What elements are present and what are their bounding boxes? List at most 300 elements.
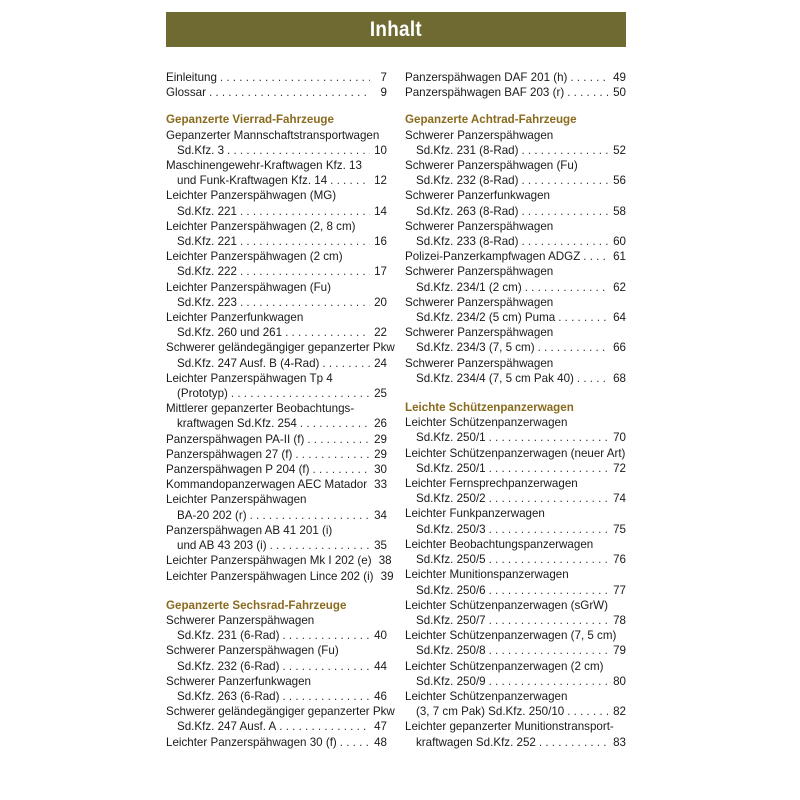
toc-entry-title: Leichter Panzerspähwagen (Fu) (166, 280, 331, 294)
section-heading: Gepanzerte Sechsrad-Fahrzeuge (166, 598, 347, 612)
toc-entry-title: kraftwagen Sd.Kfz. 254 (177, 417, 297, 431)
toc-entry-title: Sd.Kfz. 247 Ausf. B (4-Rad) (177, 356, 320, 370)
dot-leader (577, 371, 609, 386)
toc-entry[interactable] (166, 735, 387, 750)
toc-entry-line (405, 674, 626, 689)
toc-entry[interactable] (405, 158, 626, 188)
toc-page-number: 17 (374, 265, 387, 279)
toc-entry-line (166, 219, 387, 234)
toc-entry-line (405, 280, 626, 295)
toc-entry-title: Schwerer geländegängiger gepanzerter Pkw (166, 341, 395, 355)
toc-page-number: 47 (374, 720, 387, 734)
toc-entry-line (166, 325, 387, 340)
toc-entry-title: Sd.Kfz. 231 (6-Rad) (177, 629, 280, 643)
dot-leader (521, 234, 609, 249)
toc-entry-title: Sd.Kfz. 250/3 (416, 522, 486, 536)
toc-entry[interactable] (405, 476, 626, 506)
toc-entry-line (166, 158, 387, 173)
toc-entry-line (405, 506, 626, 521)
toc-entry-line (405, 234, 626, 249)
toc-entry-title: Schwerer Panzerspähwagen (405, 219, 554, 233)
toc-page-number: 10 (374, 143, 387, 157)
toc-page-number: 72 (613, 461, 626, 475)
toc-entry-title: Schwerer Panzerfunkwagen (405, 189, 551, 203)
toc-entry-title: Sd.Kfz. 234/1 (2 cm) (416, 280, 522, 294)
toc-page-number: 68 (613, 371, 626, 385)
toc-page-number: 14 (374, 204, 387, 218)
dot-leader (270, 538, 370, 553)
toc-entry-line (405, 430, 626, 445)
toc-entry-title: Sd.Kfz. 260 und 261 (177, 326, 283, 340)
dot-leader (330, 173, 370, 188)
toc-page-number: 62 (613, 280, 626, 294)
toc-page-number: 48 (374, 735, 387, 749)
toc-page-number: 60 (613, 235, 626, 249)
section-gap (405, 100, 626, 112)
dot-leader (282, 659, 370, 674)
toc-entry-title: Sd.Kfz. 232 (6-Rad) (177, 659, 280, 673)
section-heading: Gepanzerte Achtrad-Fahrzeuge (405, 113, 577, 127)
toc-entry-title: Mittlerer gepanzerter Beobachtungs- (166, 402, 355, 416)
toc-entry-title: Leichter Panzerfunkwagen (166, 311, 304, 325)
toc-entry-line (166, 628, 387, 643)
toc-entry[interactable] (405, 325, 626, 355)
dot-leader (489, 674, 609, 689)
toc-entry-title: Leichter Panzerspähwagen Tp 4 (166, 371, 333, 385)
toc-entry-title: Sd.Kfz. 221 (177, 235, 237, 249)
toc-entry-title: Sd.Kfz. 232 (8-Rad) (416, 174, 519, 188)
toc-entry-line (166, 674, 387, 689)
toc-entry-line (166, 704, 395, 719)
toc-entry-title: Sd.Kfz. 250/1 (416, 461, 486, 475)
toc-entry-line (405, 249, 626, 264)
toc-entry-title: (3, 7 cm Pak) Sd.Kfz. 250/10 (416, 705, 565, 719)
toc-entry-line (405, 643, 626, 658)
toc-entry-line (166, 553, 392, 568)
toc-page-number: 40 (374, 629, 387, 643)
dot-leader (489, 552, 609, 567)
toc-entry-line (405, 476, 626, 491)
toc-page-number: 20 (374, 295, 387, 309)
toc-page-number: 74 (613, 492, 626, 506)
toc-entry-title: Maschinengewehr-Kraftwagen Kfz. 13 (166, 159, 362, 173)
toc-entry-title: Panzerspähwagen BAF 203 (r) (405, 86, 565, 100)
dot-leader (567, 704, 609, 719)
toc-page-number: 39 (380, 569, 394, 583)
toc-column-right (405, 70, 626, 750)
toc-entry-title: Leichter Panzerspähwagen 30 (f) (166, 735, 337, 749)
toc-entry-title: Leichter Panzerspähwagen (MG) (166, 189, 337, 203)
toc-entry-title: kraftwagen Sd.Kfz. 252 (416, 735, 536, 749)
toc-entry-line (405, 491, 626, 506)
toc-entry[interactable] (166, 401, 387, 431)
toc-entry[interactable] (166, 462, 387, 477)
toc-entry-line (166, 143, 387, 158)
toc-entry-line (405, 689, 626, 704)
toc-entry[interactable] (166, 447, 387, 462)
toc-entry[interactable] (405, 628, 626, 658)
toc-entry-title: Sd.Kfz. 247 Ausf. A (177, 720, 277, 734)
dot-leader (295, 447, 370, 462)
toc-entry-line (405, 310, 626, 325)
toc-entry-title: Schwerer Panzerspähwagen (405, 295, 554, 309)
toc-entry-title: Leichter Panzerspähwagen (2 cm) (166, 250, 343, 264)
toc-entry[interactable] (405, 249, 626, 264)
dot-leader (279, 719, 370, 734)
section-heading: Gepanzerte Vierrad-Fahrzeuge (166, 113, 334, 127)
toc-entry-line (405, 628, 626, 643)
toc-entry-line (166, 643, 387, 658)
toc-page-number: 25 (374, 387, 387, 401)
toc-entry-title: BA-20 202 (r) (177, 508, 247, 522)
toc-entry[interactable] (405, 719, 626, 749)
toc-entry-line (405, 719, 626, 734)
toc-entry-line (405, 567, 626, 582)
toc-entry[interactable] (405, 567, 626, 597)
toc-entry-title: Leichter Schützenpanzerwagen (neuer Art) (405, 446, 626, 460)
toc-entry-title: Leichter Beobachtungspanzerwagen (405, 537, 594, 551)
toc-entry[interactable] (166, 340, 395, 370)
toc-entry-line (405, 143, 626, 158)
toc-entry[interactable] (405, 415, 626, 445)
toc-entry-title: Leichter Schützenpanzerwagen (7, 5 cm) (405, 629, 617, 643)
toc-entry-title: Schwerer Panzerspähwagen (405, 356, 554, 370)
toc-entry-title: Leichter gepanzerter Munitionstransport- (405, 720, 614, 734)
toc-entry[interactable] (166, 188, 387, 218)
toc-entry-title: Sd.Kfz. 231 (8-Rad) (416, 143, 519, 157)
toc-page-number: 64 (613, 311, 626, 325)
dot-leader (285, 325, 370, 340)
toc-entry-line (405, 537, 626, 552)
dot-leader (340, 735, 370, 750)
toc-entry[interactable] (166, 432, 387, 447)
dot-leader (231, 386, 370, 401)
dot-leader (525, 280, 609, 295)
toc-entry-line (405, 552, 626, 567)
toc-entry-line (166, 401, 387, 416)
dot-leader (240, 295, 370, 310)
toc-entry-line (405, 583, 626, 598)
toc-entry-title: Leichter Fernsprechpanzerwagen (405, 477, 578, 491)
toc-entry[interactable] (166, 674, 387, 704)
toc-entry-title: Sd.Kfz. 263 (8-Rad) (416, 204, 519, 218)
toc-page-number: 34 (374, 508, 387, 522)
dot-leader (322, 356, 370, 371)
toc-entry[interactable] (166, 249, 387, 279)
toc-page-number: 29 (374, 447, 387, 461)
toc-entry[interactable] (166, 553, 392, 568)
toc-entry[interactable] (405, 446, 626, 476)
section-gap (166, 584, 387, 598)
dot-leader (250, 508, 370, 523)
toc-entry-title: Sd.Kfz. 263 (6-Rad) (177, 689, 280, 703)
toc-entry-line (166, 295, 387, 310)
toc-entry-title: Sd.Kfz. 233 (8-Rad) (416, 235, 519, 249)
toc-entry-title: Sd.Kfz. 250/1 (416, 431, 486, 445)
toc-entry-title: Einleitung (166, 71, 217, 84)
toc-entry[interactable] (166, 613, 387, 643)
toc-entry-line (166, 492, 387, 507)
toc-entry-line (166, 234, 387, 249)
toc-page-number: 78 (613, 613, 626, 627)
toc-entry-line (405, 522, 626, 537)
toc-entry[interactable] (405, 689, 626, 719)
toc-entry-line (405, 659, 626, 674)
toc-entry[interactable] (166, 523, 387, 553)
toc-entry-line (166, 128, 387, 143)
toc-entry-line (405, 704, 626, 719)
dot-leader (282, 628, 370, 643)
toc-entry-line (405, 295, 626, 310)
toc-entry-title: Sd.Kfz. 234/4 (7, 5 cm Pak 40) (416, 371, 574, 385)
dot-leader (220, 70, 370, 85)
toc-entry-title: Schwerer Panzerspähwagen (405, 265, 554, 279)
toc-entry-title: Sd.Kfz. 250/7 (416, 613, 486, 627)
toc-entry-title: (Prototyp) (177, 387, 228, 401)
toc-entry-title: Gepanzerter Mannschaftstransportwagen (166, 128, 380, 142)
toc-entry[interactable] (166, 85, 387, 100)
toc-entry-title: Schwerer Panzerspähwagen (405, 128, 554, 142)
toc-entry[interactable] (166, 128, 387, 158)
toc-entry[interactable] (405, 659, 626, 689)
dot-leader (240, 204, 370, 219)
dot-leader (583, 249, 609, 264)
toc-entry-line (166, 432, 387, 447)
toc-entry-line (166, 659, 387, 674)
toc-entry[interactable] (405, 537, 626, 567)
toc-entry-line (166, 340, 395, 355)
toc-entry[interactable] (166, 219, 387, 249)
dot-leader (282, 689, 370, 704)
toc-entry-line (166, 689, 387, 704)
toc-entry-line (166, 462, 387, 477)
toc-page-number: 30 (374, 463, 387, 477)
toc-entry-title: Schwerer Panzerspähwagen (Fu) (405, 159, 578, 173)
dot-leader (558, 310, 609, 325)
toc-page-number: 66 (613, 341, 626, 355)
toc-entry-title: Kommandopanzerwagen AEC Matador (166, 478, 368, 492)
toc-entry-line (405, 598, 626, 613)
toc-entry-line (405, 371, 626, 386)
toc-entry[interactable] (405, 219, 626, 249)
toc-entry-line (166, 280, 387, 295)
toc-entry[interactable] (405, 85, 626, 100)
toc-entry-title: Sd.Kfz. 223 (177, 295, 237, 309)
toc-entry[interactable] (405, 188, 626, 218)
toc-entry[interactable] (166, 704, 395, 734)
dot-leader (567, 85, 609, 100)
toc-entry[interactable] (405, 264, 626, 294)
toc-entry-title: Leichter Funkpanzerwagen (405, 507, 545, 521)
toc-entry-title: Schwerer Panzerfunkwagen (166, 674, 312, 688)
page-title: Inhalt (369, 17, 423, 41)
toc-entry-line (405, 325, 626, 340)
toc-entry-title: Schwerer Panzerspähwagen (405, 326, 554, 340)
dot-leader (539, 735, 609, 750)
dot-leader (313, 462, 370, 477)
toc-entry-line (166, 173, 387, 188)
toc-entry-line (166, 310, 387, 325)
toc-entry-title: Leichter Panzerspähwagen Lince 202 (i) (166, 569, 374, 583)
toc-page-number: 9 (380, 86, 387, 100)
toc-entry-title: Sd.Kfz. 250/2 (416, 492, 486, 506)
toc-entry-title: Sd.Kfz. 221 (177, 204, 237, 218)
toc-entry-title: Sd.Kfz. 250/9 (416, 674, 486, 688)
toc-entry[interactable] (166, 492, 387, 522)
toc-entry-line (405, 128, 626, 143)
toc-entry-line (166, 447, 387, 462)
toc-entry-title: Leichter Schützenpanzerwagen (405, 689, 568, 703)
toc-page-number: 33 (374, 478, 388, 492)
toc-entry-line (405, 70, 626, 85)
dot-leader (489, 643, 609, 658)
toc-page-number: 79 (613, 644, 626, 658)
toc-entry-line (166, 204, 387, 219)
toc-page-number: 35 (374, 539, 387, 553)
toc-page-number: 76 (613, 553, 626, 567)
toc-entry-line (405, 204, 626, 219)
toc-entry[interactable] (405, 70, 626, 85)
toc-page-number: 46 (374, 689, 387, 703)
dot-leader (489, 522, 609, 537)
toc-entry-line (405, 173, 626, 188)
toc-entry-title: Panzerspähwagen DAF 201 (h) (405, 71, 568, 84)
toc-entry[interactable] (166, 569, 394, 584)
toc-entry-line (405, 735, 626, 750)
dot-leader (209, 85, 370, 100)
toc-entry[interactable] (166, 371, 387, 401)
toc-entry[interactable] (405, 128, 626, 158)
toc-page-number: 49 (613, 71, 626, 84)
toc-page-number: 38 (378, 554, 392, 568)
toc-entry-line (166, 249, 387, 264)
toc-entry[interactable] (166, 280, 387, 310)
toc-entry-title: Sd.Kfz. 222 (177, 265, 237, 279)
toc-entry-line (166, 523, 387, 538)
toc-entry-title: Schwerer Panzerspähwagen (166, 613, 315, 627)
toc-entry[interactable] (405, 295, 626, 325)
toc-entry-line (166, 477, 387, 492)
dot-leader (489, 491, 609, 506)
toc-page-number: 58 (613, 204, 626, 218)
toc-page-number: 26 (374, 417, 387, 431)
toc-entry-title: Panzerspähwagen P 204 (f) (166, 463, 310, 477)
toc-entry[interactable] (405, 598, 626, 628)
toc-entry-line (405, 188, 626, 203)
toc-entry[interactable] (166, 477, 387, 492)
dot-leader (227, 143, 370, 158)
toc-entry-line (405, 219, 626, 234)
toc-page-number: 61 (613, 250, 626, 264)
toc-entry[interactable] (166, 310, 387, 340)
toc-entry-title: Sd.Kfz. 250/8 (416, 644, 486, 658)
dot-leader (521, 204, 609, 219)
toc-entry-title: Schwerer geländegängiger gepanzerter Pkw (166, 705, 395, 719)
toc-page-number: 22 (374, 326, 387, 340)
dot-leader (570, 70, 609, 85)
toc-entry-line (405, 264, 626, 279)
toc-entry-title: Leichter Panzerspähwagen (2, 8 cm) (166, 219, 356, 233)
toc-entry-title: und Funk-Kraftwagen Kfz. 14 (177, 174, 328, 188)
toc-entry-title: Schwerer Panzerspähwagen (Fu) (166, 644, 339, 658)
toc-entry-title: Sd.Kfz. 250/5 (416, 553, 486, 567)
toc-entry-line (166, 613, 387, 628)
toc-entry-line (405, 340, 626, 355)
toc-page-number: 12 (374, 174, 387, 188)
toc-entry-title: Leichter Munitionspanzerwagen (405, 568, 569, 582)
toc-page-number: 44 (374, 659, 387, 673)
toc-entry-line (166, 264, 387, 279)
dot-leader (300, 416, 370, 431)
toc-page-number: 50 (613, 86, 626, 100)
toc-entry-title: und AB 43 203 (i) (177, 539, 267, 553)
toc-page-number: 56 (613, 174, 626, 188)
toc-entry-line (166, 188, 387, 203)
toc-entry-line (166, 569, 394, 584)
toc-entry-line (166, 735, 387, 750)
toc-page-number: 16 (374, 235, 387, 249)
toc-entry-title: Sd.Kfz. 250/6 (416, 583, 486, 597)
dot-leader (521, 173, 609, 188)
toc-entry[interactable] (166, 643, 387, 673)
toc-entry-title: Sd.Kfz. 234/3 (7, 5 cm) (416, 341, 535, 355)
dot-leader (240, 234, 370, 249)
toc-entry-title: Glossar (166, 86, 206, 100)
toc-entry-line (405, 415, 626, 430)
toc-entry[interactable] (405, 356, 626, 386)
dot-leader (521, 143, 609, 158)
toc-entry-line (166, 416, 387, 431)
toc-page-number: 70 (613, 431, 626, 445)
toc-entry-title: Leichter Schützenpanzerwagen (2 cm) (405, 659, 604, 673)
dot-leader (489, 461, 609, 476)
section-gap (166, 100, 387, 112)
toc-entry-line (405, 461, 626, 476)
dot-leader (489, 583, 609, 598)
toc-entry-title: Leichter Schützenpanzerwagen (sGrW) (405, 598, 608, 612)
toc-entry[interactable] (166, 70, 387, 85)
toc-entry-line (166, 371, 387, 386)
toc-page-number: 77 (613, 583, 626, 597)
header-bar (166, 12, 626, 47)
toc-page-number: 80 (613, 674, 626, 688)
toc-page-number: 83 (613, 735, 626, 749)
toc-entry-line (405, 356, 626, 371)
toc-entry-title: Leichter Panzerspähwagen Mk I 202 (e) (166, 554, 372, 568)
toc-entry-line (166, 85, 387, 100)
toc-entry-title: Leichter Schützenpanzerwagen (405, 416, 568, 430)
toc-entry[interactable] (405, 506, 626, 536)
toc-entry-line (166, 70, 387, 85)
toc-entry-line (405, 613, 626, 628)
toc-page-number: 7 (380, 71, 387, 84)
toc-entry-title: Polizei-Panzerkampfwagen ADGZ (405, 250, 581, 264)
toc-entry-line (405, 85, 626, 100)
toc-entry-line (166, 508, 387, 523)
toc-entry-line (166, 386, 387, 401)
toc-page-number: 82 (613, 705, 626, 719)
toc-entry-line (166, 356, 387, 371)
toc-entry-title: Leichter Panzerspähwagen (166, 493, 307, 507)
toc-entry[interactable] (166, 158, 387, 188)
toc-column-left (166, 70, 395, 750)
dot-leader (489, 613, 609, 628)
toc-page-number: 52 (613, 143, 626, 157)
toc-entry-line (166, 538, 387, 553)
section-gap (405, 386, 626, 400)
toc-page-number: 29 (374, 432, 387, 446)
toc-entry-title: Sd.Kfz. 3 (177, 143, 225, 157)
